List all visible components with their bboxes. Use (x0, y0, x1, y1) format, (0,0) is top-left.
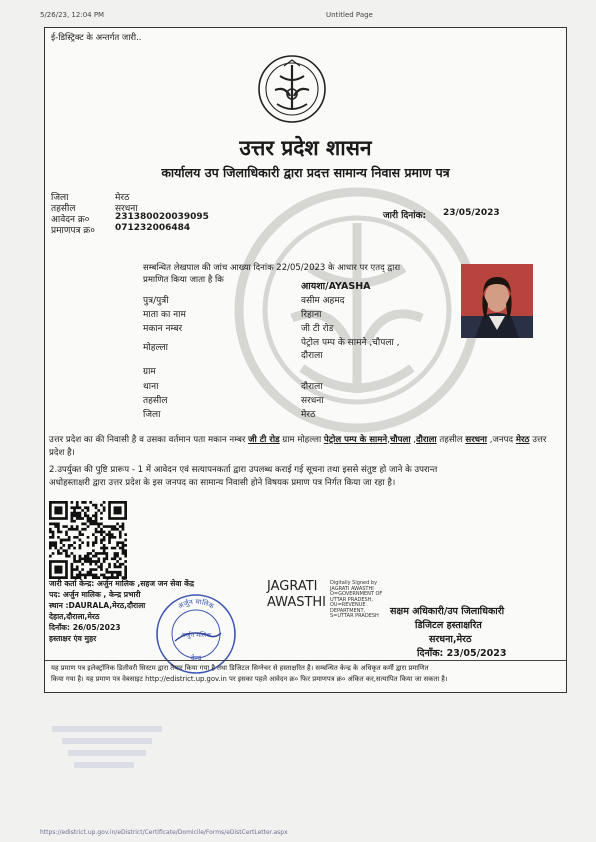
certificate-number: 071232006484 (115, 223, 191, 233)
certificate-subtitle: कार्यालय उप जिलाधिकारी द्वारा प्रदत्त सामान्य निवास प्रमाण पत्र (161, 165, 450, 180)
detail-label: जिला (143, 410, 161, 420)
stamp-center-text: अर्जुन मलिक (180, 631, 212, 639)
detail-label: थाना (143, 382, 159, 392)
tehsil-value: सरधना (301, 396, 324, 406)
issuer-line: पद: अर्जुन मालिक , केन्द्र प्रभारी (49, 590, 141, 599)
police-station: दौराला (301, 382, 323, 392)
detail-label: मोहल्ला (143, 343, 168, 353)
meta-value: सरधना (115, 204, 138, 214)
authority-place: सरधना,मेरठ (429, 634, 472, 645)
issue-date: 23/05/2023 (443, 208, 500, 218)
issuer-line: जारी कर्ता केन्द्र: अर्जुन मालिक ,सहज जन सेवा केंद्र (49, 579, 195, 588)
meta-label: प्रमाणपत्र क्र० (51, 226, 95, 236)
applicant-photo (461, 264, 533, 338)
mohalla-value: पेट्रोल पम्प के सामने ,चौपला , (301, 338, 400, 348)
meta-label: तहसील (51, 204, 76, 214)
issuer-line: दिनाँक: 26/05/2023 (49, 623, 121, 632)
authority-digital: डिजिटल हस्ताक्षरित (415, 620, 482, 631)
signer-name: JAGRATI AWASTHI (267, 579, 327, 610)
district-value: मेरठ (301, 410, 316, 420)
footer-note: यह प्रमाण पत्र इलेक्ट्रॉनिक डिलीवरी सिस्टम द्वारा तैयार किया गया है तथा डिजिटल सिग्नेचर से हस्ताक्षरित है। सम्बन्धित केन्द्र के अधिकृत कर्मी द्वारा प्रमाणित (51, 664, 429, 672)
detail-label: तहसील (143, 396, 168, 406)
qr-code (49, 501, 127, 579)
mother-name: रिहाना (301, 310, 322, 320)
svg-text:केन्द्र (190, 653, 202, 663)
house-number: जी टी रोड (301, 324, 334, 334)
up-emblem-icon (257, 54, 327, 124)
detail-label: ग्राम (143, 367, 156, 377)
footer-divider (45, 660, 566, 661)
meta-label: जिला (51, 193, 69, 203)
emblem-watermark-icon (230, 183, 485, 438)
issue-date-label: जारी दिनांक: (383, 211, 427, 221)
issuer-line: स्थान :DAURALA,मेरठ,दौराला (49, 601, 146, 610)
detail-label: पुत्र/पुत्री (143, 296, 169, 306)
print-datetime: 5/26/23, 12:04 PM (40, 11, 105, 19)
svg-text:अर्जुन मालिक (177, 598, 216, 611)
authority-date: दिनाँक: 23/05/2023 (417, 648, 507, 659)
top-note: ई-डिस्ट्रिक्ट के अन्तर्गत जारी.. (51, 33, 142, 43)
issuer-line: देहात,दौराला,मेरठ (49, 612, 100, 621)
print-page-title: Untitled Page (326, 11, 373, 19)
footer-note: किया गया है। यह प्रमाण पत्र वेबसाइट http://edistrict.up.gov.in पर इसका पहले आवेदन क्र० फिर प्रमाणपत्र क्र० अंकित कर,सत्यापित किया जा सकता है। (51, 675, 448, 683)
confirmation-line: 2.उपर्युक्त की पुष्टि प्रारूप - 1 में आवेदन एवं सत्यापनकर्ता द्वारा उपलब्ध कराई गई सूचना तथा इससे संतुष्ट हो जाने के उपरान्त (49, 465, 438, 475)
print-footer-url: https://edistrict.up.gov.in/eDistrict/Certificate/Domicile/Forms/eDistCertLetter.aspx (40, 829, 288, 836)
meta-value: मेरठ (115, 193, 130, 203)
confirmation-line: अधोहस्ताक्षरी द्वारा उत्तर प्रदेश के इस जनपद का सामान्य निवासी होने विषयक प्रमाण पत्र निर्गत किया जा रहा है। (49, 478, 396, 488)
detail-label: माता का नाम (143, 310, 186, 320)
certificate (44, 27, 567, 693)
stamp-bottom-text: केन्द्र (190, 654, 202, 663)
father-name: वसीम अहमद (301, 296, 345, 306)
certificate-title: उत्तर प्रदेश शासन (239, 136, 372, 160)
meta-label: आवेदन क्र० (51, 215, 90, 225)
applicant-name: आयशा/AYASHA (301, 281, 371, 292)
issuer-line: हस्ताक्षर एंव मुहर (49, 634, 97, 643)
detail-label: मकान नम्बर (143, 324, 183, 334)
intro-line: प्रमाणित किया जाता है कि (143, 275, 224, 285)
signature-details: Digitally Signed by JAGRATI AWASTHI O=GOVERNMENT OF UTTAR PRADESH, OU=REVENUE DEPARTMENT, S=UTTAR PRADESH (330, 580, 383, 619)
application-number: 231380020039095 (115, 212, 209, 222)
authority-title: सक्षम अधिकारी/उप जिलाधिकारी (390, 606, 505, 617)
intro-line: सम्बन्धित लेखपाल की जांच आख्या दिनांक 22/05/2023 के आधार पर एतद् द्वारा (143, 263, 401, 273)
residence-statement: उत्तर प्रदेश का की निवासी है व उसका वर्तमान पता मकान नम्बर जी टी रोड ग्राम मोहल्ला पेट्रोल पम्प के सामने,चौपला ,दौराला तहसील सरधना ,जनपद मेरठ उत्तर प्रदेश है। (49, 435, 547, 458)
mohalla-value-cont: दौराला (301, 351, 323, 361)
faint-offset-stamp (44, 720, 184, 776)
stamp-top-text: अर्जुन मालिक (176, 597, 216, 611)
